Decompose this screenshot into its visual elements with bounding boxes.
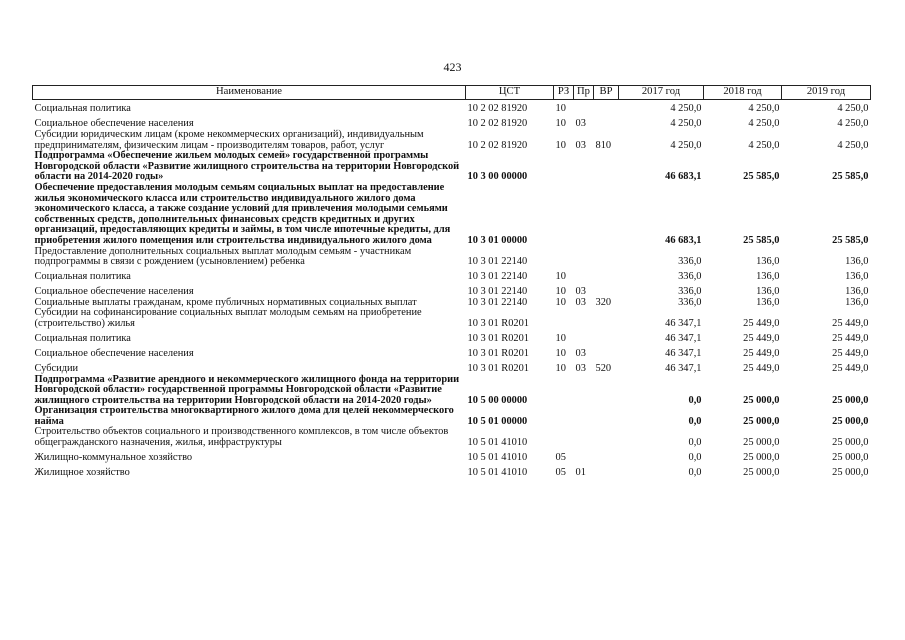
cell-rz: 10 — [555, 139, 566, 151]
cell-2018: 25 449,0 — [743, 347, 780, 359]
cell-pr: 03 — [575, 362, 586, 374]
cell-2018: 25 449,0 — [743, 332, 780, 344]
cell-vr: 810 — [595, 139, 612, 151]
cell-cst: 10 3 01 22140 — [467, 271, 528, 283]
cell-pr — [574, 100, 594, 116]
cell-name: Жилищное хозяйство — [34, 467, 130, 479]
cell-rz: 05 — [555, 452, 566, 464]
cell-name: Субсидии на софинансирование социальных выплат молодым семьям на приобретение (строительство) жилья — [34, 307, 422, 329]
table-row — [33, 449, 871, 464]
cell-cst: 10 3 01 R0201 — [467, 347, 529, 359]
cell-cst: 10 2 02 81920 — [467, 139, 528, 151]
cell-vr — [594, 283, 619, 298]
cell-2019: 4 250,0 — [837, 139, 869, 151]
cell-2017: 4 250,0 — [670, 103, 702, 115]
cell-2017: 336,0 — [678, 286, 702, 298]
cell-rz — [554, 375, 574, 407]
cell-2018: 25 000,0 — [743, 415, 780, 427]
cell-2019: 25 449,0 — [832, 317, 869, 329]
cell-2018: 25 000,0 — [743, 467, 780, 479]
table-row — [33, 375, 871, 407]
cell-pr: 03 — [575, 347, 586, 359]
cell-rz: 05 — [555, 467, 566, 479]
cell-vr — [594, 115, 619, 130]
cell-2017: 46 683,1 — [665, 234, 702, 246]
cell-2018: 25 449,0 — [743, 362, 780, 374]
cell-2018: 25 585,0 — [743, 234, 780, 246]
cell-cst: 10 5 01 41010 — [467, 452, 528, 464]
cell-2018: 136,0 — [756, 256, 780, 268]
cell-2018: 25 585,0 — [743, 171, 780, 183]
cell-2018: 136,0 — [756, 271, 780, 283]
cell-2019: 25 449,0 — [832, 332, 869, 344]
table-row — [33, 151, 871, 183]
cell-pr: 01 — [575, 467, 586, 479]
cell-name: Социальное обеспечение населения — [34, 347, 194, 359]
cell-pr — [574, 375, 594, 407]
cell-vr — [594, 449, 619, 464]
page-number: 423 — [443, 60, 462, 74]
cell-name: Строительство объектов социального и производственного комплексов, в том числе объектов общегражданского назначения, жилья, инфраструктуры — [34, 426, 449, 449]
cell-pr — [574, 247, 594, 268]
cell-rz — [554, 427, 574, 448]
cell-vr — [594, 247, 619, 268]
cell-vr: 520 — [595, 362, 612, 374]
budget-table — [32, 85, 871, 479]
table-row — [33, 406, 871, 427]
cell-cst: 10 3 01 22140 — [467, 296, 528, 308]
cell-pr — [574, 330, 594, 345]
cell-name: Подпрограмма «Развитие арендного и некоммерческого жилищного фонда на территории Новгородской области» государственной программы Новгородской области «Развитие жилищного строительства на территории Новгородской области на 2014-2020 годы» — [34, 373, 460, 406]
cell-pr: 03 — [575, 139, 586, 151]
cell-vr — [594, 427, 619, 448]
cell-2017: 4 250,0 — [670, 118, 702, 130]
cell-2018: 4 250,0 — [748, 118, 780, 130]
cell-2017: 46 683,1 — [665, 171, 702, 183]
cell-pr — [574, 427, 594, 448]
header-2017: 2017 год — [619, 86, 704, 100]
header-name: Наименование — [33, 86, 466, 100]
cell-name: Предоставление дополнительных социальных выплат молодым семьям - участникам подпрограммы в связи с рождением (усыновлением) ребенка — [34, 245, 412, 268]
cell-name: Субсидии юридическим лицам (кроме некоммерческих организаций), индивидуальным предпринимателям, физическим лицам - производителям товаров, работ, услуг — [34, 129, 424, 151]
cell-cst: 10 3 01 R0201 — [467, 362, 529, 374]
cell-rz — [554, 308, 574, 329]
cell-name: Социальное обеспечение населения — [34, 118, 194, 130]
cell-2018: 25 000,0 — [743, 452, 780, 464]
cell-2018: 4 250,0 — [748, 103, 780, 115]
cell-rz: 10 — [555, 286, 566, 298]
cell-cst: 10 3 01 R0201 — [467, 317, 529, 329]
table-row — [33, 360, 871, 375]
cell-vr — [594, 100, 619, 116]
cell-vr — [594, 308, 619, 329]
cell-rz — [554, 406, 574, 427]
table-row — [33, 183, 871, 247]
cell-name: Субсидии — [34, 362, 79, 374]
cell-pr: 03 — [575, 296, 586, 308]
cell-2019: 25 000,0 — [832, 415, 869, 427]
table-body — [33, 100, 871, 479]
table-row — [33, 427, 871, 448]
header-pr: Пр — [574, 86, 594, 100]
cell-cst: 10 2 02 81920 — [467, 103, 528, 115]
cell-vr — [594, 345, 619, 360]
cell-rz: 10 — [555, 103, 566, 115]
table-row — [33, 115, 871, 130]
cell-pr: 03 — [575, 118, 586, 130]
cell-2017: 46 347,1 — [665, 317, 702, 329]
cell-2019: 136,0 — [845, 271, 869, 283]
cell-2019: 136,0 — [845, 296, 869, 308]
cell-2017: 4 250,0 — [670, 139, 702, 151]
cell-pr — [574, 268, 594, 283]
cell-rz — [554, 247, 574, 268]
table-row — [33, 268, 871, 283]
header-rz: РЗ — [554, 86, 574, 100]
cell-2018: 136,0 — [756, 296, 780, 308]
cell-pr — [574, 151, 594, 183]
header-2018: 2018 год — [704, 86, 782, 100]
cell-name: Социальная политика — [34, 332, 131, 344]
cell-2019: 25 449,0 — [832, 347, 869, 359]
cell-name: Подпрограмма «Обеспечение жильем молодых семей» государственной программы Новгородской области «Развитие жилищного строительства на территории Новгородской области на 2014-2020 годы» — [34, 150, 460, 183]
cell-pr — [574, 449, 594, 464]
cell-2018: 4 250,0 — [748, 139, 780, 151]
cell-vr — [594, 406, 619, 427]
cell-vr — [594, 330, 619, 345]
cell-2017: 336,0 — [678, 256, 702, 268]
header-2019: 2019 год — [782, 86, 871, 100]
table-row — [33, 330, 871, 345]
table-row — [33, 100, 871, 116]
cell-vr — [594, 151, 619, 183]
cell-2017: 0,0 — [688, 415, 702, 427]
cell-vr: 320 — [595, 296, 612, 308]
cell-2017: 46 347,1 — [665, 347, 702, 359]
cell-2017: 0,0 — [688, 394, 702, 406]
cell-2018: 136,0 — [756, 286, 780, 298]
cell-cst: 10 3 01 22140 — [467, 256, 528, 268]
cell-2017: 336,0 — [678, 271, 702, 283]
cell-cst: 10 5 01 41010 — [467, 437, 528, 449]
cell-rz: 10 — [555, 347, 566, 359]
table-row — [33, 247, 871, 268]
cell-2019: 25 000,0 — [832, 467, 869, 479]
cell-cst: 10 5 01 00000 — [467, 415, 528, 427]
cell-name: Обеспечение предоставления молодым семьям социальных выплат на предоставление жилья экономического класса или строительство индивидуального жилого дома экономического класса, а также создание условий для привлечения молодыми семьями собственных средств, дополнительных финансовых средств кредитных и других организаций, предоставляющих кредиты и займы, в том числе ипотечные кредиты, для приобретения жилого помещения или строительства индивидуального жилого дома — [34, 181, 451, 246]
cell-cst: 10 3 01 R0201 — [467, 332, 529, 344]
cell-2017: 46 347,1 — [665, 332, 702, 344]
cell-2018: 25 000,0 — [743, 437, 780, 449]
cell-pr — [574, 406, 594, 427]
cell-2019: 4 250,0 — [837, 103, 869, 115]
cell-pr: 03 — [575, 286, 586, 298]
cell-2019: 25 000,0 — [832, 394, 869, 406]
cell-rz: 10 — [555, 296, 566, 308]
cell-2019: 136,0 — [845, 286, 869, 298]
cell-2017: 0,0 — [688, 452, 702, 464]
cell-name: Социальные выплаты гражданам, кроме публичных нормативных социальных выплат — [34, 296, 417, 308]
cell-pr — [574, 183, 594, 247]
cell-name: Организация строительства многоквартирного жилого дома для целей некоммерческого найма — [34, 405, 454, 427]
cell-cst: 10 3 01 22140 — [467, 286, 528, 298]
table-row — [33, 464, 871, 479]
cell-name: Социальное обеспечение населения — [34, 286, 194, 298]
cell-2019: 25 000,0 — [832, 452, 869, 464]
cell-cst: 10 2 02 81920 — [467, 118, 528, 130]
cell-pr — [574, 308, 594, 329]
cell-vr — [594, 183, 619, 247]
cell-2017: 336,0 — [678, 296, 702, 308]
cell-name: Социальная политика — [34, 271, 131, 283]
cell-name: Жилищно-коммунальное хозяйство — [34, 452, 193, 464]
header-vr: ВР — [594, 86, 619, 100]
cell-cst: 10 5 01 41010 — [467, 467, 528, 479]
cell-2019: 25 000,0 — [832, 437, 869, 449]
cell-2019: 25 585,0 — [832, 234, 869, 246]
table-header-row — [33, 86, 871, 100]
header-cst: ЦСТ — [466, 86, 554, 100]
cell-name: Социальная политика — [34, 103, 131, 115]
table-row — [33, 345, 871, 360]
cell-2018: 25 000,0 — [743, 394, 780, 406]
cell-vr — [594, 268, 619, 283]
cell-2017: 0,0 — [688, 467, 702, 479]
cell-rz: 10 — [555, 362, 566, 374]
cell-vr — [594, 375, 619, 407]
table-row — [33, 283, 871, 298]
cell-2019: 4 250,0 — [837, 118, 869, 130]
table-row — [33, 130, 871, 151]
cell-rz: 10 — [555, 332, 566, 344]
cell-2019: 136,0 — [845, 256, 869, 268]
cell-2018: 25 449,0 — [743, 317, 780, 329]
cell-2019: 25 449,0 — [832, 362, 869, 374]
cell-2019: 25 585,0 — [832, 171, 869, 183]
cell-rz — [554, 151, 574, 183]
cell-rz: 10 — [555, 271, 566, 283]
cell-rz: 10 — [555, 118, 566, 130]
cell-rz — [554, 183, 574, 247]
cell-2017: 46 347,1 — [665, 362, 702, 374]
table-row — [33, 308, 871, 329]
cell-vr — [594, 464, 619, 479]
cell-cst: 10 5 00 00000 — [467, 394, 528, 406]
cell-cst: 10 3 01 00000 — [467, 234, 528, 246]
cell-2017: 0,0 — [688, 437, 702, 449]
cell-cst: 10 3 00 00000 — [467, 171, 528, 183]
